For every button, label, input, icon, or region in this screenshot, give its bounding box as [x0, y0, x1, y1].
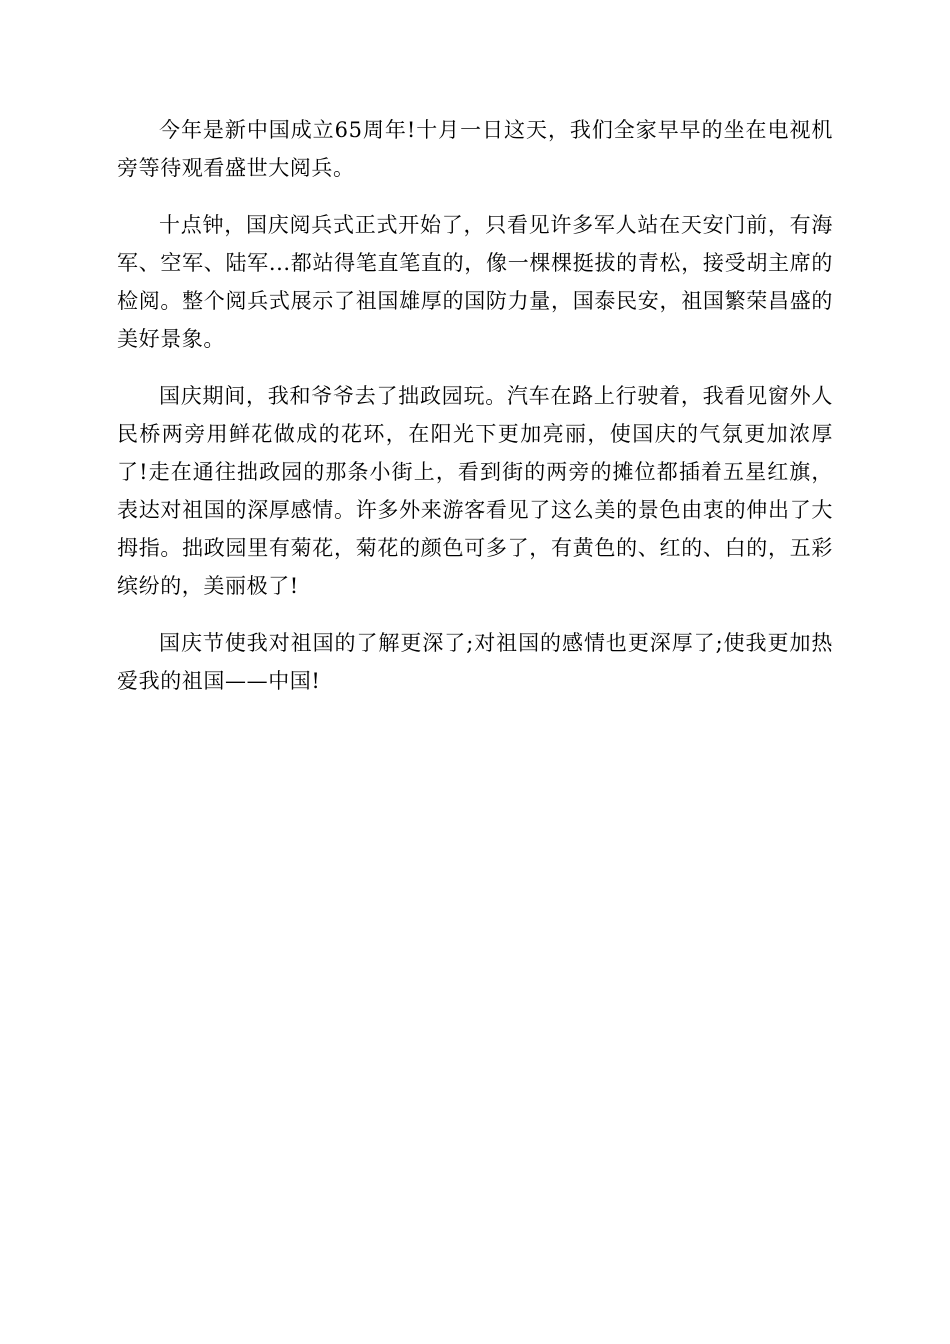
paragraph-4: 国庆节使我对祖国的了解更深了;对祖国的感情也更深厚了;使我更加热爱我的祖国——中国!: [117, 631, 833, 693]
document-body: [117, 111, 833, 719]
paragraph-3: 国庆期间，我和爷爷去了拙政园玩。汽车在路上行驶着，我看见窗外人民桥两旁用鲜花做成的花环，在阳光下更加亮丽，使国庆的气氛更加浓厚了!走在通往拙政园的那条小街上，看到街的两旁的摊位都插着五星红旗，表达对祖国的深厚感情。许多外来游客看见了这么美的景色由衷的伸出了大拇指。拙政园里有菊花，菊花的颜色可多了，有黄色的、红的、白的，五彩缤纷的，美丽极了!: [117, 384, 833, 598]
paragraph-2: 十点钟，国庆阅兵式正式开始了，只看见许多军人站在天安门前，有海军、空军、陆军...都站得笔直笔直的，像一棵棵挺拔的青松，接受胡主席的检阅。整个阅兵式展示了祖国雄厚的国防力量，国泰民安，祖国繁荣昌盛的美好景象。: [117, 213, 833, 351]
paragraph-1: 今年是新中国成立65周年!十月一日这天，我们全家早早的坐在电视机旁等待观看盛世大阅兵。: [117, 118, 833, 180]
